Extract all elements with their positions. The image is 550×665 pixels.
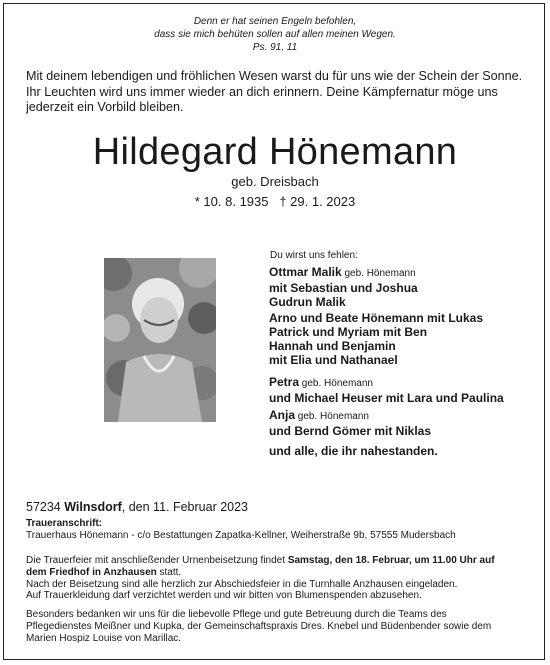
funeral-dress-note: Auf Trauerkleidung darf verzichtet werden und wir bitten von Blumenspenden abzusehen. bbox=[26, 590, 422, 602]
mourner-line: und Bernd Gömer mit Niklas bbox=[269, 424, 432, 438]
town-name: Wilnsdorf bbox=[64, 500, 122, 514]
mourner-name: Anja bbox=[269, 408, 296, 422]
funeral-place: dem Friedhof in Anzhausen bbox=[26, 566, 157, 578]
verse-line-1: Denn er hat seinen Engeln befohlen, bbox=[193, 16, 357, 27]
mourner-name: Ottmar Malik bbox=[269, 265, 342, 279]
funeral-gathering: Nach der Beisetzung sind alle herzlich zur Abschiedsfeier in die Turnhalle Anzhausen eingeladen. bbox=[26, 578, 458, 590]
thanks-line-3: Marien Hospiz Louise von Marillac. bbox=[26, 632, 182, 644]
mourner-born: geb. Hönemann bbox=[299, 378, 373, 389]
mourner-line: Gudrun Malik bbox=[269, 295, 346, 309]
mourner-group-3 bbox=[269, 375, 539, 405]
deceased-name: Hildegard Hönemann bbox=[92, 131, 458, 173]
verse-line-2: dass sie mich behüten sollen auf allen meinen Wegen. bbox=[154, 29, 396, 40]
intro-line-3: jederzeit ein Vorbild bleiben. bbox=[26, 100, 184, 114]
funeral-date: Samstag, den 18. Februar, um 11.00 Uhr auf bbox=[287, 555, 495, 566]
funeral-block bbox=[26, 555, 531, 602]
thanks-block bbox=[26, 609, 531, 644]
mourner-line: Patrick und Myriam mit Ben bbox=[269, 325, 428, 339]
mourner-line: und Michael Heuser mit Lara und Paulina bbox=[269, 391, 504, 405]
mourner-line: mit Elia und Nathanael bbox=[269, 353, 398, 367]
mourner-line: mit Sebastian und Joshua bbox=[269, 281, 418, 295]
verse-reference: Ps. 91, 11 bbox=[252, 42, 298, 53]
address-label: Traueranschrift: bbox=[26, 518, 103, 529]
address-text: Trauerhaus Hönemann - c/o Bestattungen Zapatka-Kellner, Weiherstraße 9b, 57555 Mudersbach bbox=[26, 529, 456, 541]
mourner-line: Arno und Beate Hönemann mit Lukas bbox=[269, 311, 484, 325]
funeral-intro: Die Trauerfeier mit anschließender Urnenbeisetzung findet bbox=[26, 555, 288, 566]
place-date bbox=[26, 500, 248, 514]
intro-line-2: Ihr Leuchten wird uns immer wieder an dich erinnern. Deine Kämpfernatur möge uns bbox=[26, 84, 498, 99]
thanks-line-1: Besonders bedanken wir uns für die liebevolle Pflege und gute Betreuung durch die Teams des bbox=[26, 609, 447, 620]
mourner-born: geb. Hönemann bbox=[341, 268, 416, 279]
mourner-group-2 bbox=[269, 311, 539, 367]
portrait-photo bbox=[104, 258, 216, 422]
mourners-heading: Du wirst uns fehlen: bbox=[270, 250, 358, 261]
mourner-name: Petra bbox=[269, 375, 300, 389]
intro-text bbox=[26, 69, 526, 116]
mourner-line: Hannah und Benjamin bbox=[269, 339, 396, 353]
maiden-name: geb. Dreisbach bbox=[231, 174, 319, 189]
mourners-closing: und alle, die ihr nahestanden. bbox=[269, 444, 438, 458]
funeral-post: statt. bbox=[156, 566, 182, 578]
thanks-line-2: Pflegedienstes Meißner und Kupka, der Gemeinschaftspraxis Dres. Knebel und Büdenbender sowie dem bbox=[26, 620, 492, 632]
mourner-born: geb. Hönemann bbox=[295, 411, 369, 422]
address-block bbox=[26, 518, 531, 542]
life-dates: * 10. 8. 1935 † 29. 1. 2023 bbox=[194, 194, 356, 209]
intro-line-1: Mit deinem lebendigen und fröhlichen Wesen warst du für uns wie der Schein der Sonne. bbox=[26, 69, 523, 83]
mourner-group-4 bbox=[269, 408, 539, 438]
mourner-group-1 bbox=[269, 265, 539, 309]
notice-date: , den 11. Februar 2023 bbox=[121, 500, 249, 514]
portrait-photo-graphic bbox=[104, 258, 216, 422]
zip-code: 57234 bbox=[26, 500, 65, 514]
